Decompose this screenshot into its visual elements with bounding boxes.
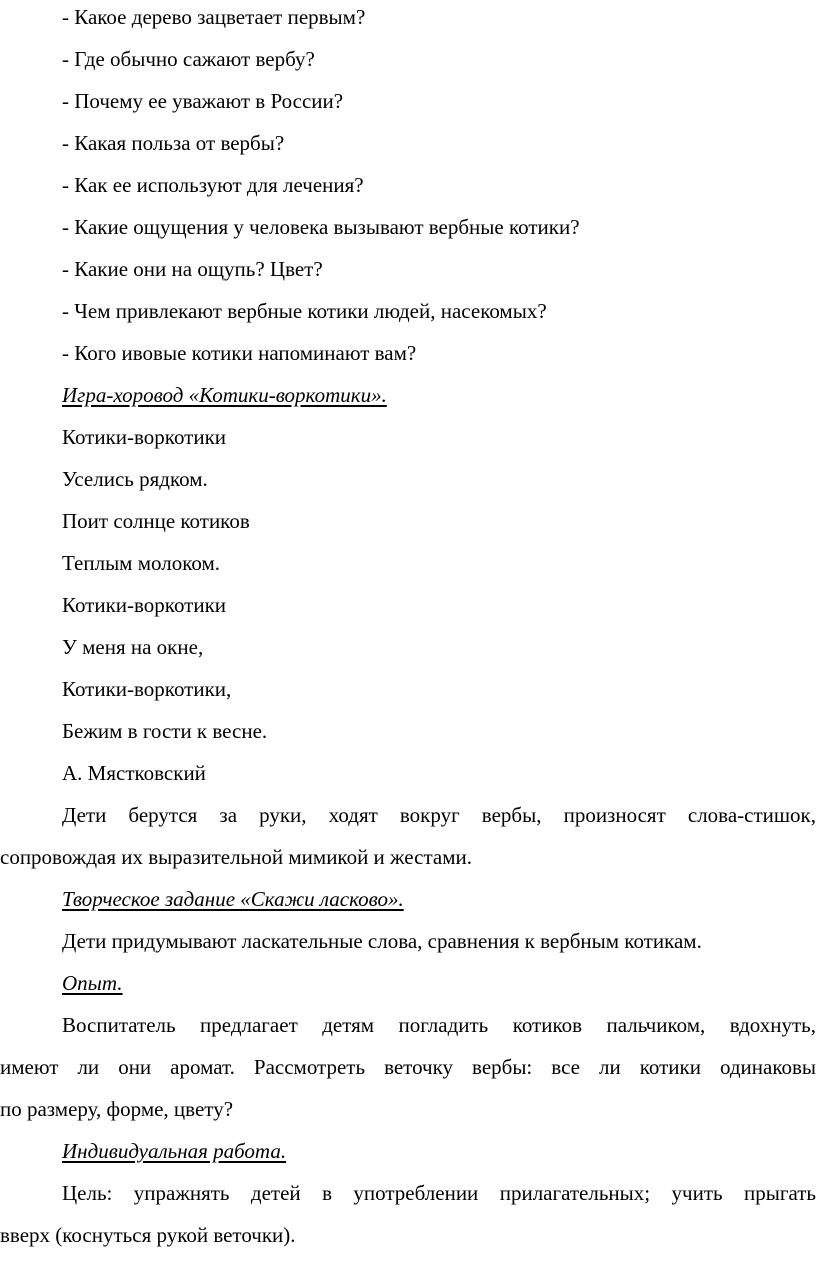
game-heading: Игра-хоровод «Котики-воркотики». [62, 383, 387, 407]
game-description-line-2: сопровождая их выразительной мимикой и жестами. [0, 845, 472, 869]
question-2: - Где обычно сажают вербу? [62, 47, 315, 71]
poem-line-8: Бежим в гости к весне. [62, 719, 268, 743]
question-1: - Какое дерево зацветает первым? [62, 5, 366, 29]
experiment-text-line-2: имеют ли они аромат. Рассмотреть веточку вербы: все ли котики одинаковы [0, 1055, 816, 1079]
experiment-text-line-3: по размеру, форме, цвету? [0, 1097, 234, 1121]
poem-line-7: Котики-воркотики, [62, 677, 232, 701]
poem-line-4: Теплым молоком. [62, 551, 220, 575]
experiment-text-line-1: Воспитатель предлагает детям погладить котиков пальчиком, вдохнуть, [62, 1013, 816, 1037]
creative-task-text: Дети придумывают ласкательные слова, сравнения к вербным котикам. [62, 929, 702, 953]
poem-line-5: Котики-воркотики [62, 593, 227, 617]
question-4: - Какая польза от вербы? [62, 131, 285, 155]
individual-work-text-line-2: вверх (коснуться рукой веточки). [0, 1223, 296, 1247]
creative-task-heading: Творческое задание «Скажи ласково». [62, 887, 404, 911]
poem-author: А. Мястковский [62, 761, 206, 785]
question-6: - Какие ощущения у человека вызывают вербные котики? [62, 215, 580, 239]
question-3: - Почему ее уважают в России? [62, 89, 344, 113]
question-7: - Какие они на ощупь? Цвет? [62, 257, 323, 281]
game-description-line-1: Дети берутся за руки, ходят вокруг вербы, произносят слова-стишок, [62, 803, 816, 827]
individual-work-text-line-1: Цель: упражнять детей в употреблении прилагательных; учить прыгать [62, 1181, 816, 1205]
poem-line-1: Котики-воркотики [62, 425, 227, 449]
individual-work-heading: Индивидуальная работа. [62, 1139, 287, 1163]
poem-line-6: У меня на окне, [62, 635, 204, 659]
question-5: - Как ее используют для лечения? [62, 173, 364, 197]
question-9: - Кого ивовые котики напоминают вам? [62, 341, 417, 365]
poem-line-3: Поит солнце котиков [62, 509, 250, 533]
poem-line-2: Уселись рядком. [62, 467, 208, 491]
experiment-heading: Опыт. [62, 971, 123, 995]
question-8: - Чем привлекают вербные котики людей, насекомых? [62, 299, 547, 323]
